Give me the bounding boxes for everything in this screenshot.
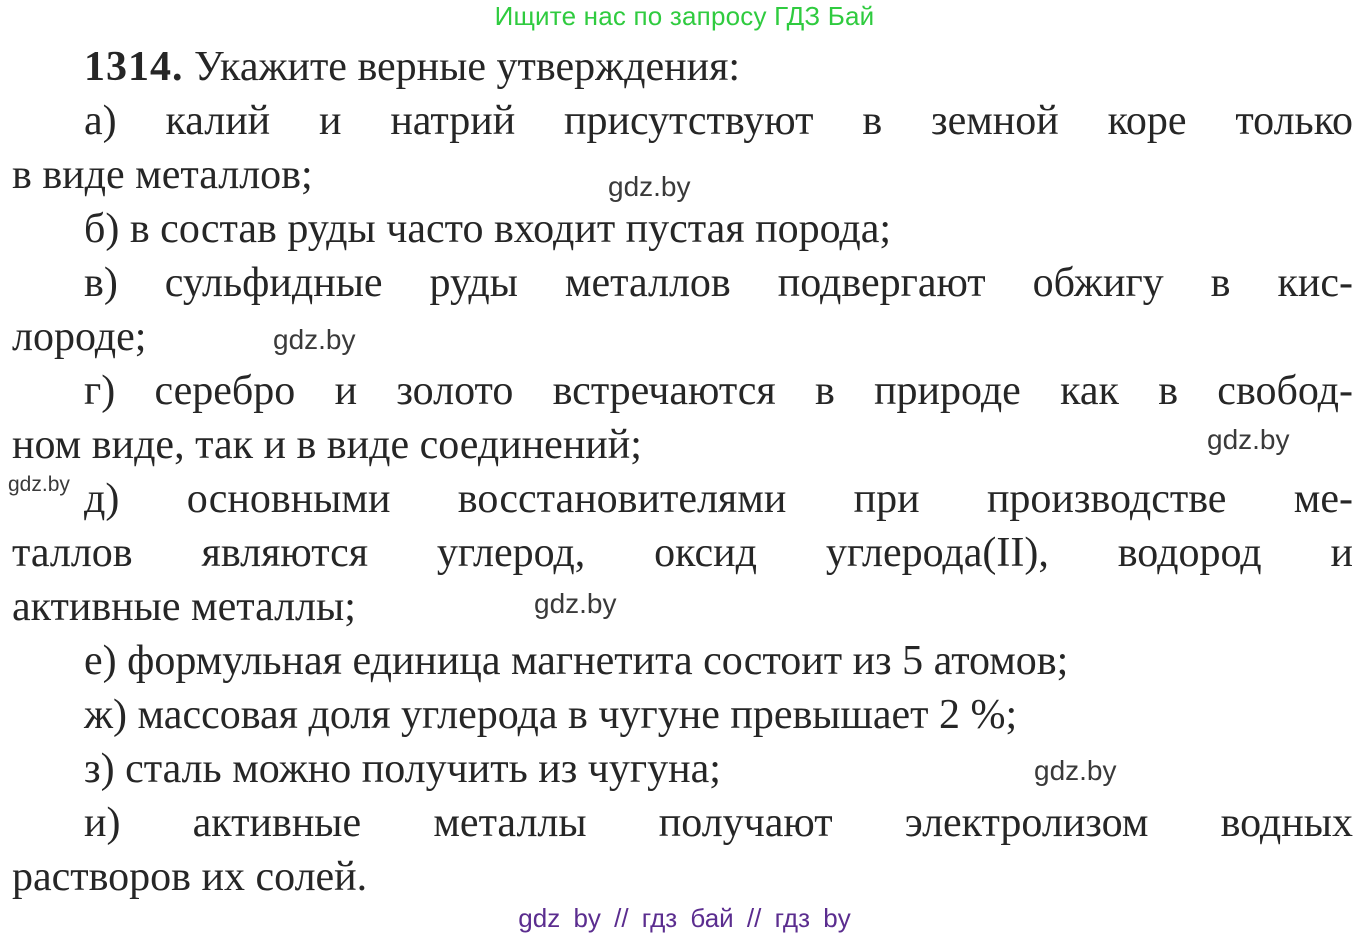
statement-i-line-1: и) активные металлы получают электролизом водных bbox=[84, 800, 1353, 846]
statement-zh-line-1: ж) массовая доля углерода в чугуне превышает 2 %; bbox=[84, 692, 1018, 738]
gdz-watermark: gdz.by bbox=[608, 171, 691, 202]
problem-body bbox=[12, 40, 1353, 904]
problem-title-line bbox=[12, 40, 1353, 94]
gdz-watermark: gdz.by bbox=[534, 588, 617, 619]
statement-d-line-2: таллов являются углерод, оксид углерода(II), водород и bbox=[12, 530, 1353, 576]
statement-g-line-2: ном виде, так и в виде соединений; bbox=[12, 422, 642, 468]
statement-v-line-2: лороде; bbox=[12, 314, 147, 360]
statement-z-line-1: з) сталь можно получить из чугуна; bbox=[84, 746, 721, 792]
gdz-watermark: gdz.by bbox=[273, 324, 356, 355]
statement-e-line-1: е) формульная единица магнетита состоит из 5 атомов; bbox=[84, 638, 1069, 684]
gdz-watermark: gdz.by bbox=[1207, 424, 1290, 455]
statement-d-line-1: д) основными восстановителями при производстве ме- bbox=[84, 476, 1353, 522]
statement-i-line-2: растворов их солей. bbox=[12, 854, 368, 900]
statement-g-line-1: г) серебро и золото встречаются в природе как в свобод- bbox=[84, 368, 1353, 414]
statement-v-line-1: в) сульфидные руды металлов подвергают обжигу в кис- bbox=[84, 260, 1353, 306]
gdz-watermark: gdz.by bbox=[8, 473, 70, 496]
statement-a-line-2: в виде металлов; bbox=[12, 152, 313, 198]
problem-title-text: Укажите верные утверждения: bbox=[183, 44, 741, 90]
statement-d-line-3: активные металлы; bbox=[12, 584, 356, 630]
footer-links: gdz by // гдз бай // гдз by bbox=[518, 903, 851, 933]
promo-header: Ищите нас по запросу ГДЗ Бай bbox=[494, 1, 875, 31]
statement-b-line-1: б) в состав руды часто входит пустая порода; bbox=[84, 206, 892, 252]
gdz-watermark: gdz.by bbox=[1034, 755, 1117, 786]
problem-number: 1314. bbox=[84, 44, 184, 90]
statement-a-line-1: а) калий и натрий присутствуют в земной коре только bbox=[84, 98, 1353, 144]
